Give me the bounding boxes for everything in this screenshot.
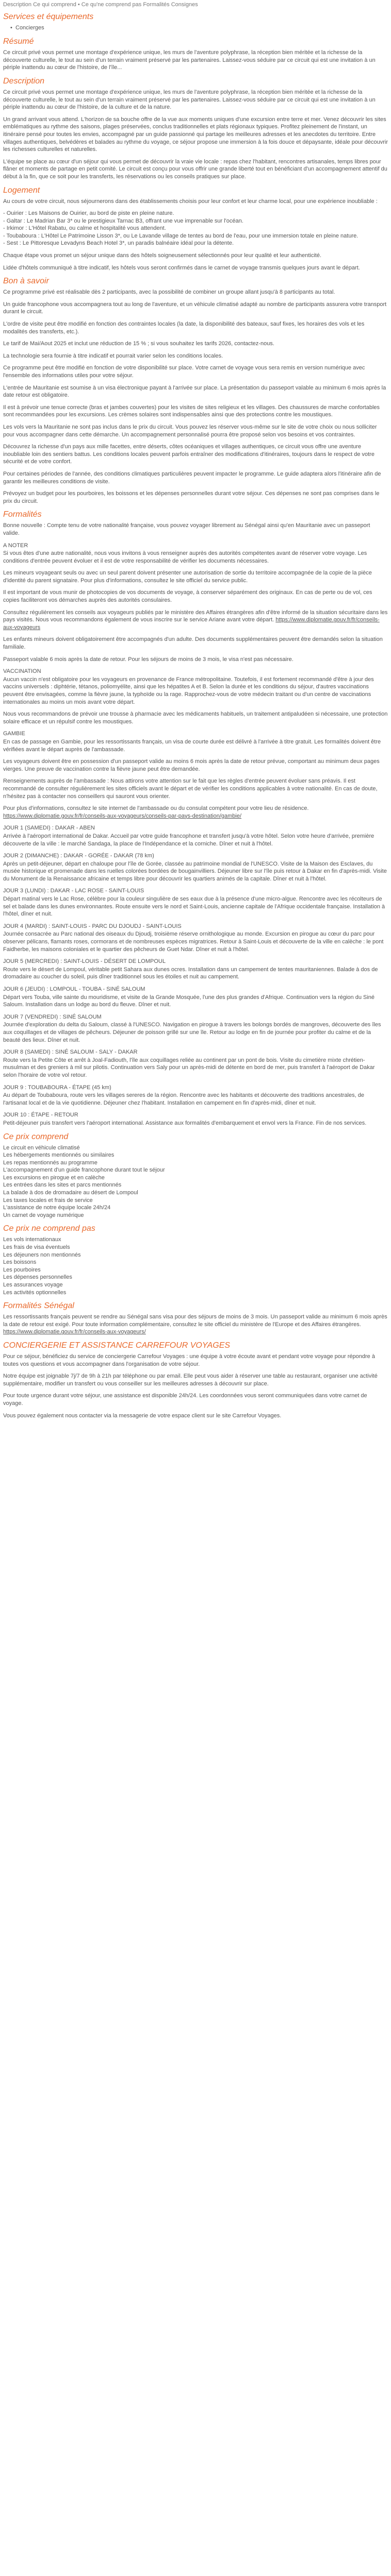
info-paragraph: Ce programme peut être modifié en fonction de votre disponibilité sur place. Votre carnet de voyage vous sera remis en version numérique avec l'ensemble des informations utiles pour votre séjour. — [3, 365, 365, 379]
itinerary-day — [3, 986, 388, 1009]
gambie-paragraph — [3, 805, 388, 820]
info-paragraph: Découvrez la richesse d'un pays aux mille facettes, entre déserts, côtes océaniques et villages authentiques, ce circuit vous offre une aventure inoubliable loin des sentiers battus. Les conditions locales peuvent parfois entraîner des modifications d'itinéraires, toujours dans le respect de votre sécurité et de votre confort. — [3, 444, 374, 465]
day-title: JOUR 3 (LUNDI) : DAKAR - LAC ROSE - SAINT-LOUIS — [3, 888, 144, 894]
list-item: Les déjeuners non mentionnés — [3, 1251, 81, 1258]
info-paragraph: La technologie sera fournie à titre indicatif et pourrait varier selon les conditions locales. — [3, 352, 223, 359]
services-title: Services et équipements — [3, 12, 94, 21]
formalites-paragraph: Bonne nouvelle : Compte tenu de votre nationalité française, vous pouvez voyager librement au Sénégal ainsi qu'en Mauritanie avec un passeport valide. — [3, 522, 370, 536]
formalites-paragraph: Les enfants mineurs doivent obligatoirement être accompagnés d'un adulte. Des documents supplémentaires peuvent être demandés selon la situation familiale. — [3, 636, 383, 651]
formalites-paragraph: Il est important de vous munir de photocopies de vos documents de voyage, à conserver séparément des originaux. En cas de perte ou de vol, ces copies faciliteront vos démarches auprès des autorités consulaires. — [3, 589, 372, 604]
info-paragraph: Pour certaines périodes de l'année, des conditions climatiques particulières peuvent impacter le programme. Le guide adaptera alors l'itinéraire afin de garantir les meilleures conditions de visite. — [3, 470, 381, 485]
formalites-senegal-title: Formalités Sénégal — [3, 1301, 74, 1311]
conciergerie-paragraph: Pour ce séjour, bénéficiez du service de conciergerie Carrefour Voyages : une équipe à votre écoute avant et pendant votre voyage pour répondre à toutes vos questions et vous accompagner dans l'organisation de votre séjour. — [3, 1353, 375, 1367]
list-item: La balade à dos de dromadaire au désert de Lompoul — [3, 1190, 138, 1196]
day-title: JOUR 5 (MERCREDI) : SAINT-LOUIS - DÉSERT DE LOMPOUL — [3, 958, 166, 965]
list-item: L'assistance de notre équipe locale 24h/24 — [3, 1205, 111, 1211]
resume-text: Ce circuit privé vous permet une montage d'expérience unique, les murs de l'aventure polyphrase, la réception bien méritée et la richesse de la découverte culturelle, le tout au sein d'un terrain vraiment préservé par les partenaires. Laissez-vous séduire par ce circuit qui est une invitation à un périple inattendu au cœur de l'histoire, de l'île... — [3, 49, 376, 71]
day-title: JOUR 6 (JEUDI) : LOMPOUL - TOUBA - SINÉ SALOUM — [3, 986, 145, 992]
formalites-paragraph — [3, 609, 388, 632]
page — [0, 1, 391, 1428]
day-title: JOUR 1 (SAMEDI) : DAKAR - ABEN — [3, 825, 95, 832]
gambie-link[interactable]: https://www.diplomatie.gouv.fr/fr/conseils-aux-voyageurs/conseils-par-pays-destination/gambie/ — [3, 812, 242, 819]
list-item: Les vols internationaux — [3, 1236, 61, 1243]
itinerary-day — [3, 1084, 388, 1107]
gambie-heading: GAMBIE — [3, 731, 25, 737]
info-paragraph: L'ordre de visite peut être modifié en fonction des contraintes locales (la date, la disponibilité des bateaux, sauf fixes, les horaires des vols et les modalités des transferts, etc.). — [3, 321, 365, 335]
day-text: Journée consacrée au Parc national des oiseaux du Djoudj, troisième réserve ornithologique au monde. Excursion en pirogue au cœur du parc pour observer pélicans, flamants roses, cormorans et de nombreuses espèces migratrices. Retour à Saint-Louis et découverte de la ville en calèche : le pont Faidherbe, les maisons coloniales et le quartier des pêcheurs de Guet Ndar. Dîner et nuit à l'hôtel. — [3, 931, 384, 953]
gambie-paragraph: Renseignements auprès de l'ambassade : Nous attirons votre attention sur le fait que les règles d'entrée peuvent évoluer sans préavis. Il est recommandé de consulter régulièrement les sites officiels avant le départ et de vérifier les conditions applicables à votre nationalité. En cas de doute, n'hésitez pas à contacter nos conseillers qui sauront vous orienter. — [3, 778, 378, 800]
day-title: JOUR 4 (MARDI) : SAINT-LOUIS - PARC DU DJOUDJ - SAINT-LOUIS — [3, 923, 182, 929]
list-item: Les boissons — [3, 1259, 37, 1266]
itinerary-day — [3, 852, 388, 883]
logement-title: Logement — [3, 185, 40, 195]
services-list — [3, 24, 388, 32]
day-title: JOUR 10 : ÉTAPE - RETOUR — [3, 1112, 78, 1118]
logement-paragraph: Lidée d'hôtels communiqué à titre indicatif, les hôtels vous seront confirmés dans le carnet de voyage transmis quelques jours avant le départ. — [3, 264, 360, 271]
conseils-voyageurs-link[interactable]: https://www.diplomatie.gouv.fr/fr/conseils-aux-voyageurs — [3, 617, 380, 631]
day-text: Route vers le désert de Lompoul, véritable petit Sahara aux dunes ocres. Installation dans un campement de tentes mauritaniennes. Balade à dos de dromadaire au coucher du soleil, puis dîner traditionnel sous les étoiles et nuit au campement. — [3, 966, 378, 980]
day-title: JOUR 9 : TOUBABOURA - ÉTAPE (45 km) — [3, 1084, 111, 1091]
list-item: Les assurances voyage — [3, 1282, 63, 1288]
formalites-senegal-paragraph — [3, 1313, 388, 1336]
list-item: • Concierges — [10, 24, 388, 32]
ne-comprend-pas-title: Ce prix ne comprend pas — [3, 1224, 95, 1233]
list-item: Le circuit en véhicule climatisé — [3, 1144, 80, 1151]
breadcrumb: Description Ce qui comprend • Ce qu'ne comprend pas Formalités Consignes — [3, 2, 198, 8]
formalites-senegal-text: Les ressortissants français peuvent se rendre au Sénégal sans visa pour des séjours de moins de 3 mois. Un passeport valide au minimum 6 mois après la date de retour est exigé. Pour toute information complémentaire, consultez le site officiel du ministère de l'Europe et des Affaires étrangères. — [3, 1314, 387, 1328]
list-item: Les entrées dans les sites et parcs mentionnés — [3, 1182, 122, 1189]
logement-line: - Sest : Le Pittoresque Levadyns Beach Hotel 3*, un paradis balnéaire idéal pour la détente. — [3, 240, 234, 247]
description-paragraph: Un grand arrivant vous attend. L'horizon de sa bouche offre de la vue aux moments uniques d'une excursion entre terre et mer. Venez découvrir les sites emblématiques au rythme des saisons, plages préservées, conclus traditionnelles et plats régionaux typiques. Profitez pleinement de l'instant, un itinéraire pensé pour toutes les envies, accompagné par un guide passionné qui partage les meilleures adresses et les anecdotes du territoire. Entre villages authentiques, belvédères et balades au rythme du voyage, ce séjour propose une immersion à la fois douce et dépaysante, idéale pour découvrir les richesses culturelles et naturelles. — [3, 116, 388, 153]
description-paragraph: L'équipe se place au cœur d'un séjour qui vous permet de découvrir la vraie vie locale : repas chez l'habitant, rencontres artisanales, temps libres pour flâner et moments de partage en petit comité. Le circuit est conçu pour vous offrir une grande liberté tout en bénéficiant d'un accompagnement attentif du début à la fin, que ce soit pour les transferts, les réservations ou les conseils pratiques sur place. — [3, 158, 387, 180]
itinerary-day — [3, 958, 388, 981]
day-text: Journée d'exploration du delta du Saloum, classé à l'UNESCO. Navigation en pirogue à travers les bolongs bordés de mangroves, découverte des îles aux coquillages et de villages de pêcheurs. Déjeuner de poisson grillé sur une île. Retour au lodge en fin de journée pour profiter du calme et de la beauté des lieux. Dîner et nuit. — [3, 1022, 381, 1043]
conciergerie-paragraph: Vous pouvez également nous contacter via la messagerie de votre espace client sur le site Carrefour Voyages. — [3, 1412, 282, 1419]
list-item: Les dépenses personnelles — [3, 1274, 72, 1281]
itinerary-day — [3, 1111, 388, 1127]
day-text: Départ matinal vers le Lac Rose, célèbre pour la couleur singulière de ses eaux due à la présence d'une micro-algue. Rencontre avec les récolteurs de sel et balade dans les dunes environnantes. Route ensuite vers le nord et Saint-Louis, ancienne capitale de l'Afrique occidentale française. Installation à l'hôtel, dîner et nuit. — [3, 896, 385, 918]
logement-line: - Toubaboura : L'Hôtel Le Patrimoine Lisson 3*, ou Le Lavande village de tentes au bord de l'eau, pour une immersion totale en pleine nature. — [3, 232, 359, 239]
logement-line: - Irkimor : L'Hôtel Rabatu, ou calme et hospitalité vous attendent. — [3, 225, 166, 232]
ne-comprend-pas-list — [3, 1236, 388, 1296]
logement-paragraph: Chaque étape vous promet un séjour unique dans des hôtels soigneusement sélectionnés pour leur qualité et leur authenticité. — [3, 252, 322, 259]
itinerary-day — [3, 824, 388, 848]
list-item: Les taxes locales et frais de service — [3, 1197, 93, 1204]
gambie-text: Pour plus d'informations, consultez le site internet de l'ambassade ou du consulat compétent pour votre lieu de résidence. — [3, 805, 309, 812]
day-title: JOUR 7 (VENDREDI) : SINÉ SALOUM — [3, 1013, 102, 1020]
vaccination-paragraph: Aucun vaccin n'est obligatoire pour les voyageurs en provenance de France métropolitaine. Toutefois, il est fortement recommandé d'être à jour des vaccins universels : diphtérie, tétanos, poliomyélite, ainsi que les hépatites A et B. Selon la durée et les conditions du séjour, d'autres vaccinations peuvent être envisagées, comme la fièvre jaune, la typhoïde ou la rage. Rapprochez-vous de votre médecin traitant ou d'un centre de vaccinations internationales au moins un mois avant votre départ. — [3, 676, 374, 705]
conciergerie-paragraph: Notre équipe est joignable 7j/7 de 9h à 21h par téléphone ou par email. Elle peut vous aider à réserver une table au restaurant, organiser une activité supplémentaire, modifier un transfert ou vous conseiller sur les meilleures adresses à découvrir sur place. — [3, 1373, 378, 1387]
day-text: Petit-déjeuner puis transfert vers l'aéroport international. Assistance aux formalités d'embarquement et envol vers la France. Fin de nos services. — [3, 1120, 367, 1126]
list-item: Les frais de visa éventuels — [3, 1244, 70, 1251]
formalites-title: Formalités — [3, 510, 42, 519]
itinerary-day — [3, 887, 388, 918]
logement-list — [3, 210, 388, 247]
day-text: Au départ de Toubaboura, route vers les villages sereres de la région. Rencontre avec les habitants et découverte des traditions ancestrales, de l'artisanat local et de la vie quotidienne. Déjeuner chez l'habitant. Installation en campement en fin d'après-midi, dîner et nuit. — [3, 1092, 364, 1106]
day-title: JOUR 8 (SAMEDI) : SINÉ SALOUM - SALY - DAKAR — [3, 1049, 138, 1056]
list-item: Les excursions en pirogue et en calèche — [3, 1174, 105, 1181]
formalites-paragraph: Les mineurs voyageant seuls ou avec un seul parent doivent présenter une autorisation de sortie du territoire accompagnée de la copie de la pièce d'identité du parent signataire. Pour plus d'informations, consultez le site officiel du service public. — [3, 570, 372, 584]
logement-line: - Galtar : Le Madrian Bar 3* ou le prestigieux Tarnac B3, offrant une vue imprenable sur l'océan. — [3, 217, 243, 224]
day-text: Route vers la Petite Côte et arrêt à Joal-Fadiouth, l'île aux coquillages reliée au continent par un pont de bois. Visite du cimetière mixte chrétien-musulman et des greniers à mil sur pilotis. Continuation vers Saly pour un après-midi de détente en bord de mer, puis transfert à l'aéroport de Dakar selon l'horaire de votre vol retour. — [3, 1057, 375, 1078]
itinerary-day — [3, 923, 388, 953]
conciergerie-title: CONCIERGERIE ET ASSISTANCE CARREFOUR VOYAGES — [3, 1341, 231, 1350]
info-paragraph: Un guide francophone vous accompagnera tout au long de l'aventure, et un véhicule climatisé adapté au nombre de participants assurera votre transport durant le circuit. — [3, 301, 387, 315]
vaccination-paragraph: Nous vous recommandons de prévoir une trousse à pharmacie avec les médicaments habituels, un traitement antipaludéen si nécessaire, une protection solaire efficace et un répulsif contre les moustiques. — [3, 711, 388, 725]
conciergerie-paragraph: Pour toute urgence durant votre séjour, une assistance est disponible 24h/24. Les coordonnées vous seront communiquées dans votre carnet de voyage. — [3, 1393, 367, 1406]
info-paragraph: Le tarif de Mai/Aout 2025 et inclut une réduction de 15 % ; si vous souhaitez les tarifs 2026, contactez-nous. — [3, 341, 274, 347]
gambie-paragraph: En cas de passage en Gambie, pour les ressortissants français, un visa de courte durée est délivré à l'arrivée à titre gratuit. Les formalités doivent être vérifiées avant le départ auprès de l'ambassade. — [3, 738, 381, 753]
logement-line: - Ouirier : Les Maisons de Ouirier, au bord de piste en pleine nature. — [3, 210, 174, 217]
formalites-text: Consultez régulièrement les conseils aux voyageurs publiés par le ministère des Affaires étrangères afin d'être informé de la situation sécuritaire dans les pays visités. Nous vous recommandons également de vous inscrire sur le service Ariane avant votre départ. — [3, 609, 388, 623]
list-item: Les hébergements mentionnés ou similaires — [3, 1152, 115, 1159]
itinerary — [3, 824, 388, 1127]
formalites-note-heading: A NOTER — [3, 542, 28, 549]
itinerary-day — [3, 1048, 388, 1079]
description-paragraph: Ce circuit privé vous permet une montage d'expérience unique, les murs de l'aventure polyphrase, la réception bien méritée et la richesse de la découverte culturelle, le tout au sein d'un terrain vraiment préservé par les partenaires. Laissez-vous séduire par ce circuit qui est une invitation à un périple inattendu au cœur de l'histoire, de la culture et de la nature. — [3, 89, 376, 111]
gambie-paragraph: Les voyageurs doivent être en possession d'un passeport valide au moins 6 mois après la date de retour prévue, comportant au minimum deux pages vierges. Une preuve de vaccination contre la fièvre jaune peut être demandée. — [3, 758, 380, 772]
list-item: Les pourboires — [3, 1266, 41, 1273]
resume-title: Résumé — [3, 37, 34, 46]
comprend-list — [3, 1144, 388, 1219]
day-text: Après un petit-déjeuner, départ en chaloupe pour l'île de Gorée, classée au patrimoine mondial de l'UNESCO. Visite de la Maison des Esclaves, du musée historique et promenade dans les ruelles colorées bordées de bougainvilliers. Déjeuner libre sur l'île puis retour à Dakar en fin d'après-midi. Visite du Monument de la Renaissance africaine et temps libre pour découvrir les quartiers animés de la capitale. Dîner et nuit à l'hôtel. — [3, 860, 387, 882]
day-title: JOUR 2 (DIMANCHE) : DAKAR - GORÉE - DAKAR (78 km) — [3, 853, 154, 859]
comprend-title: Ce prix comprend — [3, 1132, 69, 1141]
info-paragraph: Prévoyez un budget pour les pourboires, les boissons et les dépenses personnelles durant votre séjour. Ces dépenses ne sont pas comprises dans le prix du circuit. — [3, 490, 380, 504]
list-item: Les activités optionnelles — [3, 1289, 67, 1296]
day-text: Départ vers Touba, ville sainte du mouridisme, et visite de la Grande Mosquée, l'une des plus grandes d'Afrique. Continuation vers la région du Siné Saloum. Installation dans un lodge au bord du fleuve. Dîner et nuit. — [3, 994, 375, 1008]
formalites-paragraph: Passeport valable 6 mois après la date de retour. Pour les séjours de moins de 3 mois, le visa n'est pas nécessaire. — [3, 656, 294, 663]
formalites-paragraph: Si vous êtes d'une autre nationalité, nous vous invitons à vous renseigner auprès des autorités compétentes avant de réserver votre voyage. Les conditions d'entrée peuvent évoluer et il est de votre responsabilité de vérifier les documents nécessaires. — [3, 550, 367, 564]
day-text: Arrivée à l'aéroport international de Dakar. Accueil par votre guide francophone et transfert jusqu'à votre hôtel. Selon votre heure d'arrivée, première découverte de la ville : le marché Sandaga, la place de l'Indépendance et la corniche. Dîner et nuit à l'hôtel. — [3, 833, 374, 847]
info-paragraph: L'entrée de Mauritanie est soumise à un visa électronique payant à l'arrivée sur place. La présentation du passeport valable au minimum 6 mois après la date retour est obligatoire. — [3, 384, 386, 399]
itinerary-day — [3, 1013, 388, 1044]
list-item: Les repas mentionnés au programme — [3, 1159, 97, 1166]
bon-a-savoir-title: Bon à savoir — [3, 277, 49, 286]
list-item: L'accompagnement d'un guide francophone durant tout le séjour — [3, 1167, 165, 1174]
description-title: Description — [3, 76, 45, 86]
list-item: Un carnet de voyage numérique — [3, 1212, 84, 1218]
logement-intro: Au cours de votre circuit, nous séjournerons dans des établissements choisis pour leur confort et leur charme local, pour une expérience inoubliable : — [3, 198, 378, 205]
info-paragraph: Il est à prévoir une tenue correcte (bras et jambes couvertes) pour les visites de sites religieux et les villages. Des chaussures de marche confortables sont recommandées pour les excursions. Les crèmes solaires sont indispensables ainsi que des protections contre les moustiques. — [3, 404, 380, 418]
diplomatie-link[interactable]: https://www.diplomatie.gouv.fr/fr/conseils-aux-voyageurs/ — [3, 1329, 146, 1335]
info-paragraph: Les vols vers la Mauritanie ne sont pas inclus dans le prix du circuit. Vous pouvez les réserver vous-même sur le site de votre choix ou nous solliciter pour vous accompagner dans cette démarche. Un accompagnement personnalisé pourra être proposé selon vos besoins et vos contraintes. — [3, 423, 377, 438]
vaccination-heading: VACCINATION — [3, 668, 41, 675]
info-paragraph: Ce programme privé est réalisable dès 2 participants, avec la possibilité de combiner un groupe allant jusqu'à 8 participants au total. — [3, 289, 335, 296]
